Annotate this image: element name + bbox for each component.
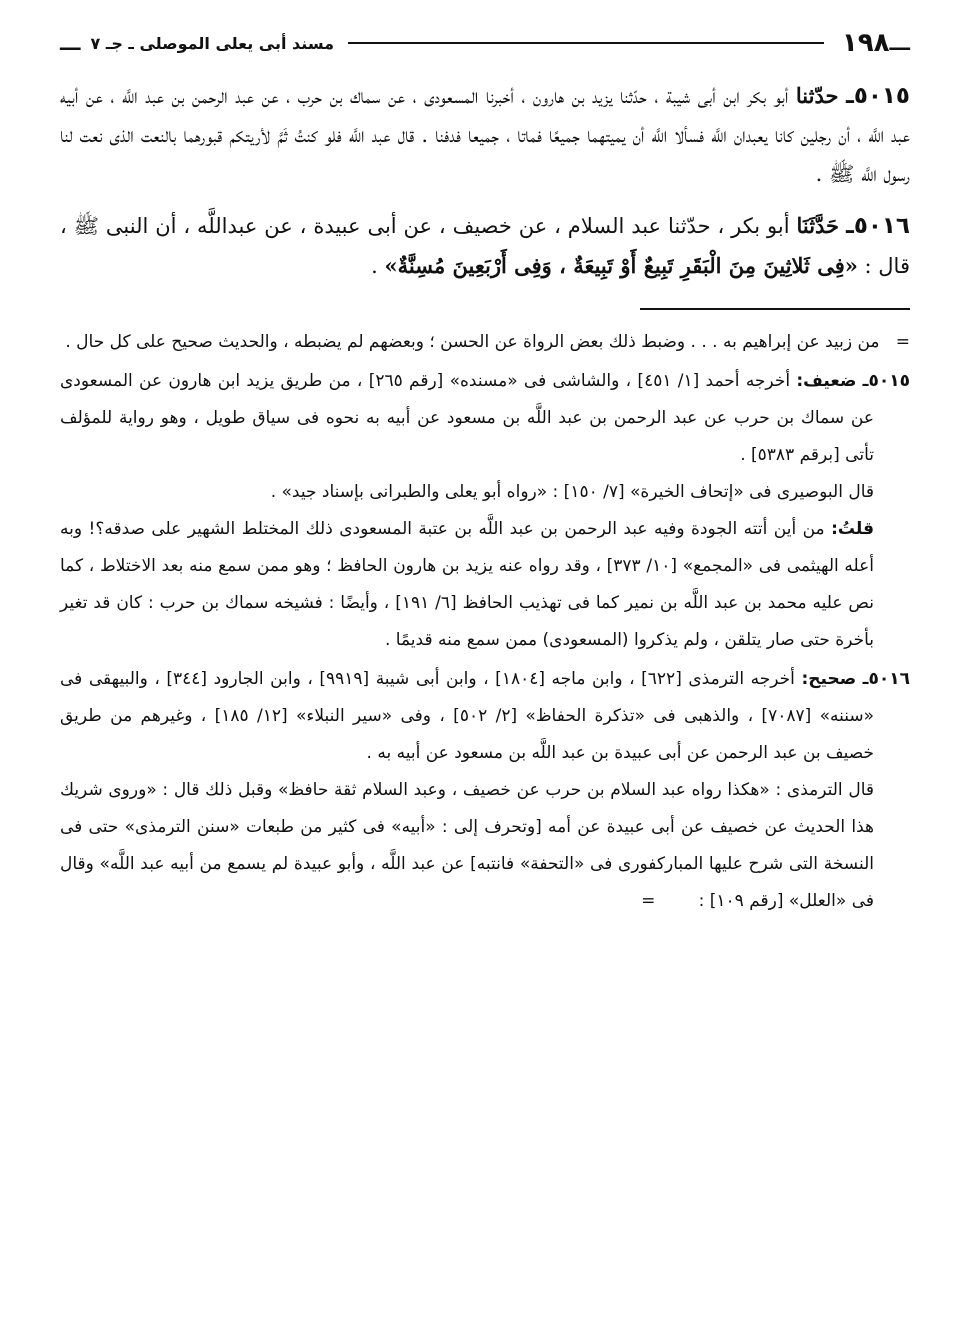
page-header bbox=[60, 20, 910, 66]
header-rule bbox=[348, 42, 824, 44]
footnote-paragraph bbox=[60, 363, 910, 474]
header-dash: ـــ bbox=[889, 31, 910, 55]
footnote-busiri: قال البوصيرى فى «إتحاف الخيرة» [٧/ ١٥٠] : «رواه أبو يعلى والطبرانى بإسناد جيد» . bbox=[270, 482, 874, 502]
hadith-lead: حدّثنا bbox=[795, 83, 839, 108]
footnote-grade: صحيح: bbox=[801, 669, 857, 689]
footnote-number: ٥٠١٥ـ bbox=[862, 371, 910, 391]
header-tail-dash: ـــ bbox=[60, 31, 81, 55]
footnote-tirmidhi bbox=[60, 772, 910, 920]
continuation-marker: = bbox=[641, 891, 656, 911]
footnote-qultu bbox=[60, 511, 910, 659]
footnote-separator bbox=[640, 308, 910, 310]
footnote-paragraph bbox=[60, 661, 910, 772]
hadith-5016 bbox=[60, 206, 910, 286]
footnote-number: ٥٠١٦ـ bbox=[862, 669, 910, 689]
page-number: ١٩٨ bbox=[841, 28, 890, 58]
hadith-number: ٥٠١٥ bbox=[853, 83, 910, 109]
hadith-text: أبو بكر ، حدّثنا عبد السلام ، عن خصيف ، عن أبى عبيدة ، عن عبداللَّه ، أن النبى ﷺ ، قال : bbox=[60, 214, 910, 278]
footnote-text: أخرجه الترمذى [٦٢٢] ، وابن ماجه [١٨٠٤] ، وابن أبى شيبة [٩٩١٩] ، وابن الجارود [٣٤٤] ، والبيهقى فى «سننه» [٧٠٨٧] ، والذهبى فى «تذكرة الحفاظ» [٢/ ٥٠٢] ، وفى «سير النبلاء» [١٢/ ١٨٥] ، وغيرهم من طريق خصيف بن عبد الرحمن عن أبى عبيدة بن عبد اللَّه بن مسعود عن أبيه به . bbox=[60, 669, 874, 763]
hadith-marker: ـ bbox=[845, 83, 854, 109]
hadith-5015 bbox=[60, 76, 910, 194]
hadith-text-end: . bbox=[371, 254, 385, 278]
running-title: مسند أبى يعلى الموصلى ـ جـ ٧ bbox=[90, 33, 334, 53]
page bbox=[60, 20, 910, 922]
footnote-text: من زبيد عن إبراهيم به . . . وضبط ذلك بعض الرواة عن الحسن ؛ وبعضهم لم يضبطه ، والحديث صحيح على كل حال . bbox=[65, 332, 880, 352]
continuation-marker: = bbox=[895, 332, 910, 352]
footnote-continuation bbox=[60, 324, 910, 361]
footnote-text: أخرجه أحمد [١/ ٤٥١] ، والشاشى فى «مسنده» [رقم ٢٦٥] ، من طريق يزيد ابن هارون عن المسعودى عن سماك بن حرب عن عبد الرحمن بن عبد اللَّه بن مسعود عن أبيه به نحوه فى سياق طويل ، وهو رواية للمؤلف تأتى [برقم ٥٣٨٣] . bbox=[60, 371, 874, 465]
footnote-5016 bbox=[60, 661, 910, 920]
footnote-5015 bbox=[60, 363, 910, 659]
tirmidhi-text: قال الترمذى : «هكذا رواه عبد السلام بن حرب عن خصيف ، وعبد السلام ثقة حافظ» وقبل ذلك قال : «وروى شريك هذا الحديث عن خصيف عن أبى عبيدة عن أمه [وتحرف إلى : «أبيه» فى كثير من طبعات «سنن الترمذى» حتى فى النسخة التى شرح عليها المباركفورى فى «التحفة» فانتبه] عن عبد اللَّه ، وأبو عبيدة لم يسمع من أبيه عبد اللَّه» وقال فى «العلل» [رقم ١٠٩] : bbox=[60, 780, 874, 911]
qultu-text: من أين أتته الجودة وفيه عبد الرحمن بن عبد اللَّه بن عتبة المسعودى ذلك المختلط الشهير على صدقه؟! وبه أعله الهيثمى فى «المجمع» [١٠/ ٣٧٣] ، وقد رواه عنه يزيد بن هارون الحافظ ؛ وهو ممن سمع منه بعد الاختلاط ، كما نص عليه محمد بن عبد اللَّه بن نمير كما فى تهذيب الحافظ [٦/ ١٩١] ، وأيضًا : فشيخه سماك بن حرب : كان قد تغير بأخرة حتى صار يتلقن ، ولم يذكروا (المسعودى) ممن سمع منه قديمًا . bbox=[60, 519, 875, 650]
hadith-matn: «فِى ثَلاثِينَ مِنَ الْبَقَرِ تَبِيعٌ أَوْ تَبِيعَةٌ ، وَفِى أَرْبَعِينَ مُسِنَّةٌ» bbox=[384, 253, 858, 278]
hadith-number: ٥٠١٦ bbox=[853, 213, 910, 239]
hadith-lead: حَدَّثَنَا bbox=[796, 213, 840, 238]
qultu-label: قلتُ: bbox=[831, 519, 874, 539]
footnote-grade: ضعيف: bbox=[796, 371, 857, 391]
hadith-text: أبو بكر ابن أبى شيبة ، حدّثنا يزيد بن هارون ، أخبرنا المسعودى ، عن سماك بن حرب ، عن عبد الرحمن بن عبد اللَّه ، عن أبيه عبد اللَّه ، أن رجلين كانا يعبدان اللَّه فسألا اللَّه أن يميتهما جميعًا فماتا ، جميعا فدفنا . قال عبد اللَّه فلو كنتُ ثَمَّ لأريتكم قبورهما بالنعت الذى نعت لنا رسول اللَّه ﷺ . bbox=[60, 84, 910, 186]
hadith-marker: ـ bbox=[845, 213, 854, 239]
footnotes bbox=[60, 324, 910, 920]
footnote-paragraph bbox=[60, 324, 910, 361]
main-text bbox=[60, 76, 910, 286]
